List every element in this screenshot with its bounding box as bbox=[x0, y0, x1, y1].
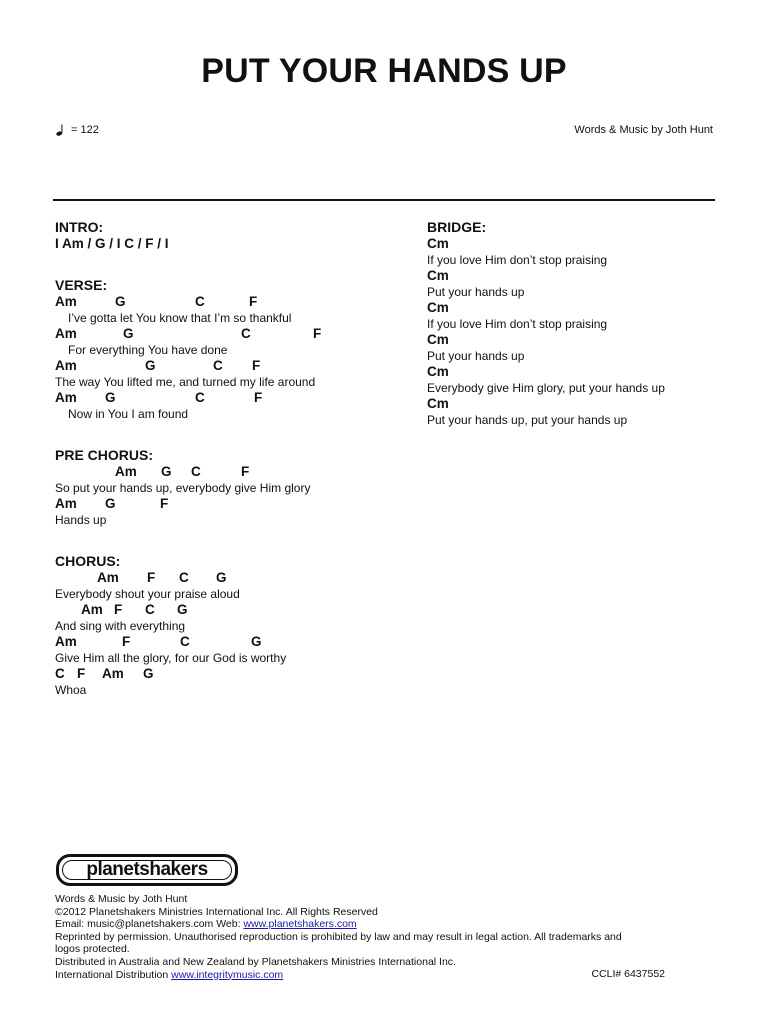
logo-text: planetshakers bbox=[86, 859, 208, 880]
chord: G bbox=[251, 634, 262, 649]
chord-line bbox=[55, 390, 395, 406]
chord: Cm bbox=[427, 300, 449, 315]
chord: Cm bbox=[427, 396, 449, 411]
lyric-line: For everything You have done bbox=[68, 343, 228, 357]
chord: C bbox=[55, 666, 65, 681]
chord: Am bbox=[102, 666, 124, 681]
chord: Cm bbox=[427, 268, 449, 283]
verse-heading: VERSE: bbox=[55, 277, 108, 293]
chorus-heading: CHORUS: bbox=[55, 553, 121, 569]
chord-line bbox=[55, 326, 395, 342]
chord: Am bbox=[55, 390, 77, 405]
bridge-heading: BRIDGE: bbox=[427, 219, 487, 235]
chord: F bbox=[77, 666, 86, 681]
chord: G bbox=[123, 326, 134, 341]
tempo-value: = 122 bbox=[71, 124, 99, 136]
intro-section bbox=[55, 218, 395, 252]
prechorus-section bbox=[55, 446, 395, 528]
lyric-line: Whoa bbox=[55, 683, 87, 697]
chord: F bbox=[160, 496, 169, 511]
chord: Am bbox=[81, 602, 103, 617]
website-link[interactable]: www.planetshakers.com bbox=[243, 918, 357, 931]
header-divider bbox=[53, 199, 715, 201]
footer-copyright: ©2012 Planetshakers Ministries International Inc. All Rights Reserved bbox=[55, 905, 378, 918]
lyric-line: Everybody shout your praise aloud bbox=[55, 587, 240, 601]
chord: F bbox=[254, 390, 263, 405]
lyric-line: Put your hands up, put your hands up bbox=[427, 413, 628, 427]
lyric-line: I’ve gotta let You know that I’m so thankful bbox=[68, 311, 292, 325]
chord: F bbox=[252, 358, 261, 373]
left-column bbox=[55, 218, 395, 698]
footer-contact bbox=[55, 918, 715, 931]
chord: G bbox=[161, 464, 172, 479]
lyric-line: Put your hands up bbox=[427, 285, 525, 299]
chord: F bbox=[241, 464, 250, 479]
bridge-section bbox=[427, 218, 767, 428]
lyric-line: Hands up bbox=[55, 513, 107, 527]
chord: Cm bbox=[427, 364, 449, 379]
chord-line bbox=[55, 570, 395, 586]
quarter-note-icon bbox=[56, 124, 66, 136]
lyric-line: So put your hands up, everybody give Him glory bbox=[55, 481, 311, 495]
lyric-line: Everybody give Him glory, put your hands up bbox=[427, 381, 665, 395]
footer-intl-label: International Distribution bbox=[55, 968, 172, 981]
chord: Am bbox=[55, 496, 77, 511]
chord: F bbox=[122, 634, 131, 649]
footer-credit: Words & Music by Joth Hunt bbox=[55, 893, 188, 905]
credit-line: Words & Music by Joth Hunt bbox=[574, 124, 713, 136]
chord: G bbox=[216, 570, 227, 585]
ccli-number: CCLI# 6437552 bbox=[591, 968, 665, 980]
chord: Am bbox=[55, 326, 77, 341]
tempo-marking bbox=[56, 124, 99, 136]
intro-chords: I Am / G / I C / F / I bbox=[55, 236, 169, 251]
chord: Am bbox=[55, 294, 77, 309]
lyric-line: Now in You I am found bbox=[68, 407, 189, 421]
chorus-section bbox=[55, 552, 395, 698]
chord: G bbox=[145, 358, 156, 373]
chord-line bbox=[55, 602, 395, 618]
chord: C bbox=[191, 464, 201, 479]
chord: F bbox=[249, 294, 258, 309]
chord: F bbox=[114, 602, 123, 617]
chord: C bbox=[241, 326, 251, 341]
integrity-link[interactable]: www.integritymusic.com bbox=[171, 968, 284, 981]
intro-heading: INTRO: bbox=[55, 219, 104, 235]
chord: C bbox=[195, 294, 205, 309]
chord: F bbox=[313, 326, 322, 341]
prechorus-heading: PRE CHORUS: bbox=[55, 447, 154, 463]
chord: Am bbox=[97, 570, 119, 585]
chord: Cm bbox=[427, 332, 449, 347]
lyric-line: Put your hands up bbox=[427, 349, 525, 363]
chord-line bbox=[55, 666, 395, 682]
chord: G bbox=[143, 666, 154, 681]
chord: G bbox=[105, 390, 116, 405]
footer-trademarks: logos protected. bbox=[55, 943, 130, 956]
right-column bbox=[427, 218, 767, 428]
footer-email: Email: music@planetshakers.com Web: bbox=[55, 918, 244, 931]
verse-section bbox=[55, 276, 395, 422]
chord-line bbox=[55, 294, 395, 310]
planetshakers-logo bbox=[56, 854, 238, 886]
chord-line bbox=[55, 496, 395, 512]
chord: Cm bbox=[427, 236, 449, 251]
lyric-line: If you love Him don’t stop praising bbox=[427, 317, 608, 331]
lyric-line: And sing with everything bbox=[55, 619, 186, 633]
lyric-line: If you love Him don’t stop praising bbox=[427, 253, 608, 267]
chord: Am bbox=[115, 464, 137, 479]
chord: Am bbox=[55, 358, 77, 373]
footer-distribution: Distributed in Australia and New Zealand by Planetshakers Ministries International Inc. bbox=[55, 955, 456, 968]
lyric-line: The way You lifted me, and turned my life around bbox=[55, 375, 316, 389]
chord: G bbox=[177, 602, 188, 617]
lyric-line: Give Him all the glory, for our God is worthy bbox=[55, 651, 287, 665]
chord: F bbox=[147, 570, 156, 585]
chord: C bbox=[145, 602, 155, 617]
footer-reprint: Reprinted by permission. Unauthorised reproduction is prohibited by law and may result in legal action. All trademarks and bbox=[55, 930, 622, 943]
song-title: PUT YOUR HANDS UP bbox=[201, 52, 567, 90]
chord: C bbox=[180, 634, 190, 649]
chord: G bbox=[105, 496, 116, 511]
chord-line bbox=[55, 634, 395, 650]
chord: C bbox=[179, 570, 189, 585]
chord: C bbox=[195, 390, 205, 405]
chord: Am bbox=[55, 634, 77, 649]
chord-line bbox=[55, 358, 395, 374]
chord: C bbox=[213, 358, 223, 373]
chord: G bbox=[115, 294, 126, 309]
chord-line bbox=[55, 464, 395, 480]
